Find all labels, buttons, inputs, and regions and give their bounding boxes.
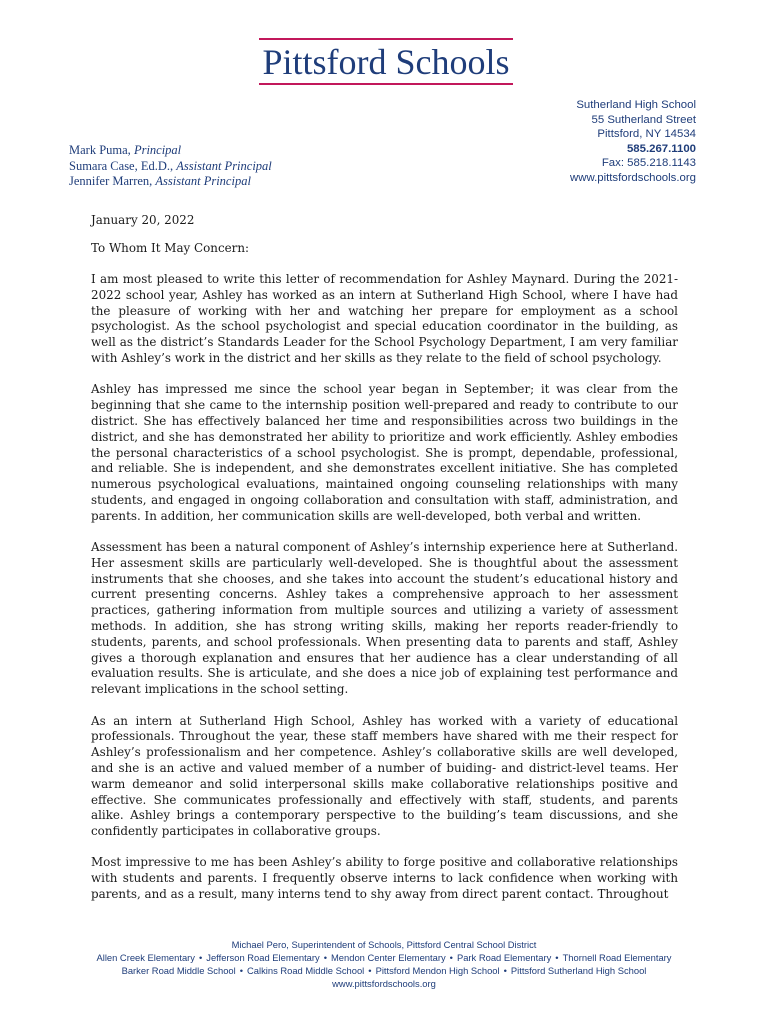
schools-row: Allen Creek Elementary • Jefferson Road Elementary • Mendon Center Elementary • Park Road Elementary • Thornell Road Elementary: [96, 952, 672, 963]
letter-paragraph: As an intern at Sutherland High School, Ashley has worked with a variety of educational professionals. Throughout the year, these staff members have shared with me their respect for Ashley’s professionalism and her competence. Ashley’s collaborative skills are well developed, and she is an active and valued member of a number of buiding- and district-level teams. Her warm demeanor and solid interpersonal skills make collaborative relationships positive and effective. She communicates professionally and effectively with staff, students, and parents alike. Ashley brings a contemporary perspective to the building’s team discussions, and she confidently participates in collaborative groups.: [91, 713, 678, 839]
letter-paragraph: Most impressive to me has been Ashley’s ability to forge positive and collaborative relationships with students and parents. I frequently observe interns to lack confidence when working with parents, and as a result, many interns tend to shy away from direct parent contact. Throughout: [91, 855, 678, 901]
fax-number: Fax: 585.218.1143: [601, 157, 696, 170]
phone-number: 585.267.1100: [626, 142, 696, 155]
administrator-line: Sumara Case, Ed.D., Assistant Principal: [69, 158, 272, 173]
street-address: 55 Sutherland Street: [591, 113, 696, 126]
superintendent-line: Michael Pero, Superintendent of Schools, Pittsford Central School District: [231, 939, 537, 950]
logo-text: Pittsford Schools: [262, 42, 510, 82]
letter-salutation: To Whom It May Concern:: [91, 240, 250, 255]
logo-bottom-rule: [259, 83, 513, 85]
website-link[interactable]: www.pittsfordschools.org: [570, 171, 696, 184]
letter-paragraph: Ashley has impressed me since the school year began in September; it was clear from the beginning that she came to the internship position well-prepared and ready to contribute to our district. She has effectively balanced her time and responsibilities across two buildings in the district, and she has demonstrated her ability to prioritize and work efficiently. Ashley embodies the personal characteristics of a school psychologist. She is prompt, dependable, professional, and reliable. She is independent, and she demonstrates excellent initiative. She has completed numerous psychological evaluations, maintained ongoing counseling relationships with many students, and engaged in ongoing collaboration and consultation with staff, administration, and parents. In addition, her communication skills are well-developed, both verbal and written.: [91, 382, 678, 523]
school-name: Sutherland High School: [576, 99, 696, 111]
administrator-line: Mark Puma, Principal: [69, 143, 182, 157]
district-footer: [0, 938, 768, 990]
administrator-list: [69, 143, 272, 190]
administrator-line: Jennifer Marren, Assistant Principal: [69, 174, 251, 189]
letter-paragraph: Assessment has been a natural component of Ashley’s internship experience here at Sutherland. Her assesment skills are particularly well-developed. She is thoughtful about the assessment instruments that she chooses, and she takes into account the student’s educational history and current presenting concerns. Ashley takes a comprehensive approach to her assessment practices, gathering information from multiple sources and utilizing a variety of assessment methods. In addition, she has strong writing skills, making her reports reader-friendly to students, parents, and school professionals. When presenting data to parents and staff, Ashley gives a thorough explanation and ensures that her audience has a clear understanding of all evaluation results. She is articulate, and she does a nice job of explaining test performance and relevant implications in the school setting.: [91, 540, 678, 697]
letter-paragraph: I am most pleased to write this letter of recommendation for Ashley Maynard. During the 2021-2022 school year, Ashley has worked as an intern at Sutherland High School, where I have had the pleasure of working with her and watching her prepare for employment as a school psychologist. As the school psychologist and special education coordinator in the building, as well as the district’s Standards Leader for the School Psychology Department, I am very familiar with Ashley’s work in the district and her skills as they relate to the field of school psychology.: [91, 272, 678, 366]
letter-date: January 20, 2022: [91, 213, 195, 227]
city-state-zip: Pittsford, NY 14534: [597, 128, 696, 141]
schools-row: Barker Road Middle School • Calkins Road Middle School • Pittsford Mendon High School • Pittsford Sutherland High School: [121, 965, 647, 976]
footer-website-link[interactable]: www.pittsfordschools.org: [332, 978, 436, 989]
school-address: [570, 98, 696, 186]
letter-body: [91, 213, 678, 918]
